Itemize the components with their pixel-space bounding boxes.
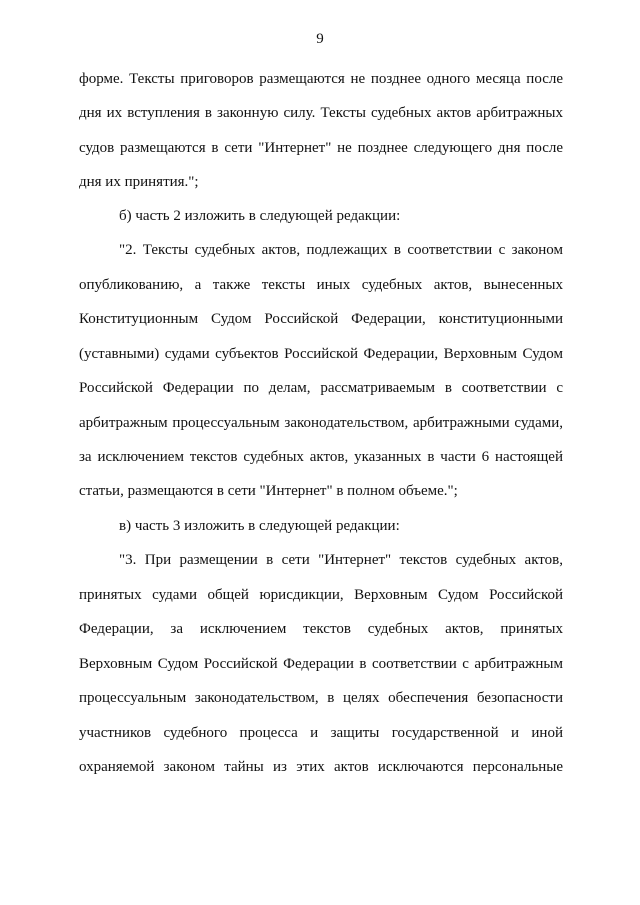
text-line: Российской Федерации по делам, рассматриваемым в соответствии с xyxy=(79,380,563,396)
document-body xyxy=(79,0,563,905)
text-line: за исключением текстов судебных актов, указанных в части 6 настоящей xyxy=(79,449,563,465)
text-line: статьи, размещаются в сети "Интернет" в полном объеме."; xyxy=(79,483,458,499)
text-line: арбитражным процессуальным законодательством, арбитражными судами, xyxy=(79,415,563,431)
text-line: "2. Тексты судебных актов, подлежащих в соответствии с законом xyxy=(119,242,563,258)
text-line: форме. Тексты приговоров размещаются не позднее одного месяца после xyxy=(79,71,563,87)
text-line: "3. При размещении в сети "Интернет" текстов судебных актов, xyxy=(119,552,563,568)
text-line: Конституционным Судом Российской Федерации, конституционными xyxy=(79,311,563,327)
text-line: судов размещаются в сети "Интернет" не позднее следующего дня после xyxy=(79,140,563,156)
text-line: процессуальным законодательством, в целях обеспечения безопасности xyxy=(79,690,563,706)
text-line: дня их принятия."; xyxy=(79,174,199,190)
text-line: опубликованию, а также тексты иных судебных актов, вынесенных xyxy=(79,277,563,293)
text-line: охраняемой законом тайны из этих актов исключаются персональные xyxy=(79,759,563,775)
text-line: дня их вступления в законную силу. Тексты судебных актов арбитражных xyxy=(79,105,563,121)
text-line: Верховным Судом Российской Федерации в соответствии с арбитражным xyxy=(79,656,563,672)
text-line: (уставными) судами субъектов Российской Федерации, Верховным Судом xyxy=(79,346,563,362)
text-line: в) часть 3 изложить в следующей редакции: xyxy=(119,518,400,534)
text-line: участников судебного процесса и защиты государственной и иной xyxy=(79,725,563,741)
page-number: 9 xyxy=(316,31,324,47)
text-line: б) часть 2 изложить в следующей редакции: xyxy=(119,208,401,224)
text-line: принятых судами общей юрисдикции, Верховным Судом Российской xyxy=(79,587,563,603)
text-line: Федерации, за исключением текстов судебных актов, принятых xyxy=(79,621,563,637)
